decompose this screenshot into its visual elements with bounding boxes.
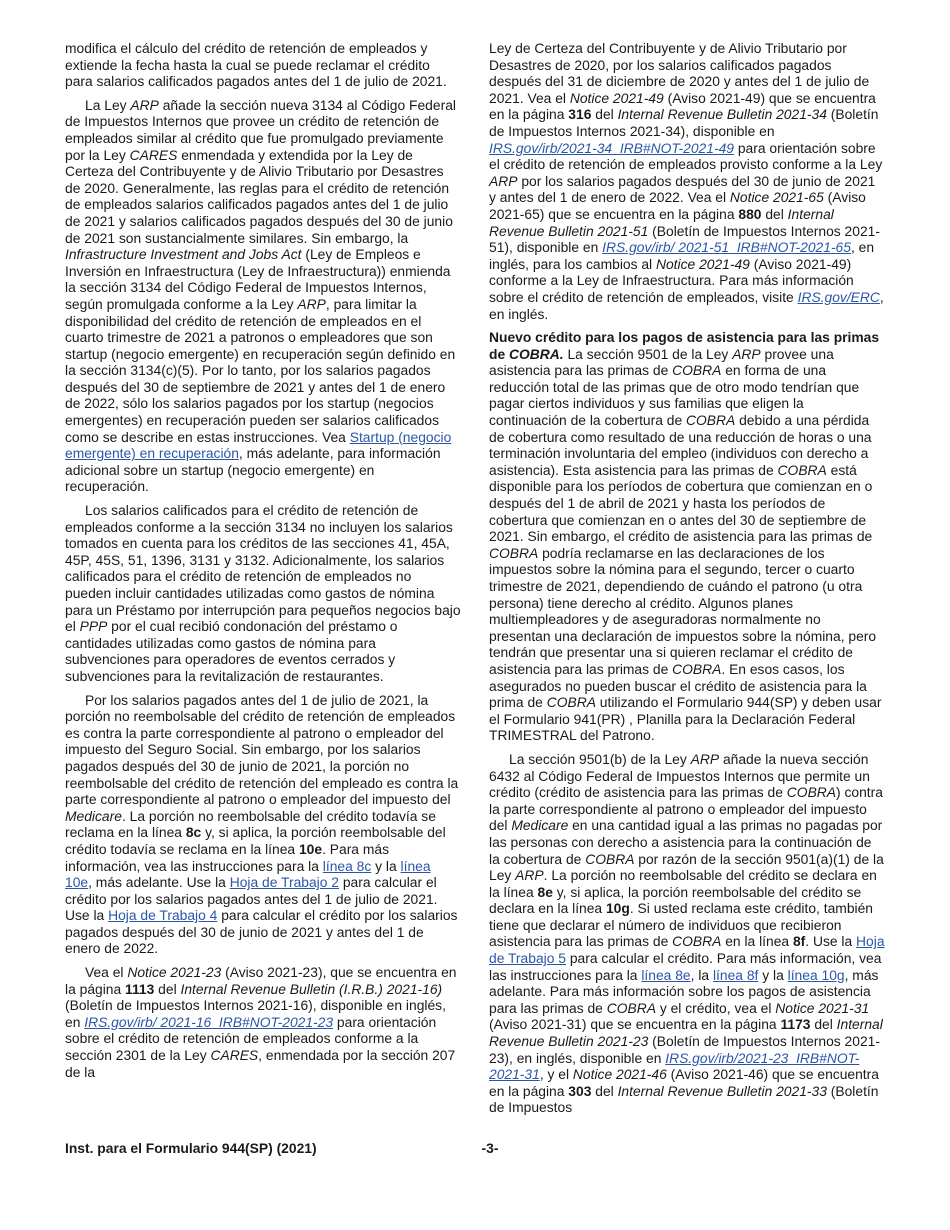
text-run: (Aviso 2021-23), que se encuentra en la página	[65, 964, 457, 997]
text-run: La Ley	[85, 96, 131, 113]
text-run: COBRA	[672, 362, 722, 379]
text-run: , más adelante. Para más información sobre los pagos de asistencia para las primas de	[489, 966, 879, 1016]
text-run: COBRA	[489, 544, 539, 561]
cross-reference-link[interactable]: IRS.gov/irb/2021-34_IRB#NOT-2021-49	[489, 139, 734, 156]
text-run: del	[591, 106, 618, 123]
text-run: CARES	[129, 146, 178, 163]
text-run: 10g	[605, 900, 630, 917]
text-run: . La porción no reembolsable del crédito todavía se reclama en la línea	[65, 807, 436, 841]
text-run: 1113	[125, 980, 155, 997]
text-run: añade la sección nueva 3134 al Código Federal de Impuestos Internos que provee un crédito de retención de empleados similar al crédito que fue promulgado previamente por la Ley	[65, 96, 456, 163]
text-run: COBRA	[672, 660, 722, 677]
text-run: 316	[568, 106, 592, 123]
text-run: en la línea	[721, 933, 793, 950]
left-column	[65, 40, 461, 1087]
text-run: ARP	[489, 172, 518, 189]
cross-reference-link[interactable]: línea 10e	[65, 857, 431, 891]
cross-reference-link[interactable]: línea 10g	[787, 966, 845, 983]
text-run: 8f	[792, 933, 806, 950]
text-run: (Boletín de Impuestos Internos 2021-23), en inglés, disponible en	[489, 1033, 880, 1066]
right-column	[489, 40, 885, 1123]
text-run: podría reclamarse en las declaraciones de los impuestos sobre la nómina para el segundo, tercer o cuarto trimestre de 2021, dependiendo de cuándo el patrono (u otra persona) tiene derecho al crédito. Algunos planes multiempleadores y de aseguradoras normalmente no presentan una declaración de impuestos sobre la nómina, pero tendrán que presentar una si quieren reclamar el crédito de asistencia para las primas de	[489, 544, 877, 677]
footer-title: Inst. para el Formulario 944(SP) (2021)	[65, 1140, 317, 1156]
text-run: COBRA	[786, 784, 837, 801]
cross-reference-link[interactable]: IRS.gov/irb/ 2021-16_IRB#NOT-2021-23	[84, 1013, 334, 1030]
text-run: en forma de una reducción total de las primas que de otro modo tendrían que pagar ciertos individuos y sus familias que eligen la continuación de la cobertura de	[489, 362, 860, 429]
text-run: Medicare	[65, 807, 122, 824]
text-run: Los salarios calificados para el crédito de retención de empleados conforme a la sección 3134 no incluyen los salarios tomados en cuenta para los créditos de las secciones 41, 45A, 45P, 45S, 51, 1396, 3131 y 3132. Adicionalmente, los salarios calificados para el crédito de retención de empleados no pueden incluir cantidades utilizadas como gastos de nómina para un Préstamo por interrupción para pequeños negocios bajo el	[65, 502, 461, 635]
text-run: . Para más información, vea las instrucciones para la	[65, 840, 389, 874]
text-run: Vea el	[85, 964, 128, 981]
paragraph	[489, 751, 885, 1116]
text-run: COBRA	[686, 412, 736, 429]
text-run: por razón de la sección 9501(a)(1) de la Ley	[489, 850, 884, 884]
text-run: , más adelante. Use la	[88, 874, 230, 891]
text-run: . Si usted reclama este crédito, también tiene que declarar el número de individuos que recibieron asistencia para las primas de	[489, 900, 873, 950]
cross-reference-link[interactable]: IRS.gov/irb/2021-23_IRB#NOT-2021-31	[489, 1049, 860, 1083]
text-run: (Aviso 2021-46) que se encuentra en la página	[489, 1066, 879, 1099]
text-run: . En esos casos, los asegurados no pueden buscar el crédito de asistencia para la prima de	[489, 660, 867, 711]
text-run: del	[154, 980, 181, 997]
text-run: del	[591, 1082, 618, 1099]
text-run: (Boletín de Impuestos Internos 2021-34), disponible en	[489, 106, 879, 139]
text-run: ARP	[297, 295, 326, 312]
text-run: y, si aplica, la porción reembolsable del crédito todavía se reclama en la línea	[65, 824, 446, 857]
cross-reference-link[interactable]: Hoja de Trabajo 2	[229, 874, 339, 891]
cross-reference-link[interactable]: IRS.gov/irb/ 2021-51_IRB#NOT-2021-65	[602, 239, 851, 256]
text-run: Notice 2021-49	[569, 89, 664, 106]
paragraph	[65, 97, 461, 495]
text-run: Internal Revenue Bulletin 2021-51	[489, 205, 834, 239]
text-run: modifica el cálculo del crédito de retención de empleados y extiende la fecha hasta la cual se puede reclamar el crédito para salarios calificados pagados antes del 1 de julio de 2021.	[65, 40, 447, 90]
text-run: COBRA.	[509, 345, 564, 362]
text-run: ARP	[690, 750, 720, 767]
text-run: y, si aplica, la porción reembolsable del crédito se declara en la línea	[489, 883, 862, 917]
text-run: 303	[568, 1082, 592, 1099]
text-run: PPP	[79, 618, 108, 635]
text-run: para calcular el crédito. Para más información, vea las instrucciones para la	[489, 950, 882, 983]
text-run: Internal Revenue Bulletin 2021-33	[617, 1082, 827, 1099]
text-run: y la	[371, 857, 401, 874]
paragraph	[65, 502, 461, 685]
text-run: (Aviso 2021-49) conforme a la Ley de Infraestructura. Para más información sobre el crédito de retención de empleados, visite	[489, 255, 854, 305]
cross-reference-link[interactable]: Startup (negocio emergente) en recuperación	[65, 428, 452, 462]
text-run: y la	[758, 966, 788, 983]
text-run: del	[761, 205, 788, 222]
text-run: , más adelante, para información adicional sobre un startup (negocio emergente) en recuperación.	[65, 445, 441, 495]
text-run: La sección 9501(b) de la Ley	[509, 750, 691, 767]
text-run: provee una asistencia para las primas de	[489, 345, 834, 379]
text-run: . La porción no reembolsable del crédito se declara en la línea	[489, 867, 877, 900]
text-run: Notice 2021-31	[775, 999, 870, 1016]
text-run: 8e	[537, 883, 553, 900]
paragraph	[65, 40, 461, 90]
text-run: (Boletín de Impuestos	[489, 1082, 879, 1116]
page-number: -3-	[481, 1140, 499, 1156]
cross-reference-link[interactable]: Hoja de Trabajo 5	[489, 933, 885, 967]
text-run: Por los salarios pagados antes del 1 de julio de 2021, la porción no reembolsable del crédito de retención de empleados es contra la parte correspondiente al patrono o empleador del impuesto del Seguro Social. Sin embargo, por los salarios pagados después del 30 de junio de 2021, la porción no reembolsable del crédito de retención del empleado es contra la parte correspondiente al patrono o empleador del impuesto del	[65, 691, 459, 808]
text-run: Notice 2021-23	[127, 964, 222, 981]
text-run: Internal Revenue Bulletin (I.R.B.) 2021-16)	[180, 980, 443, 997]
text-run: ) contra la parte correspondiente al patrono o empleador del impuesto del	[489, 784, 883, 834]
text-run: Internal Revenue Bulletin 2021-23	[489, 1016, 883, 1050]
paragraph	[489, 40, 885, 322]
cross-reference-link[interactable]: línea 8e	[641, 966, 691, 983]
text-run: CARES	[210, 1047, 259, 1064]
paragraph	[65, 692, 461, 958]
text-run: 8c	[185, 824, 202, 841]
text-run: para orientación sobre el crédito de retención de empleados conforme a la sección 2301 de la Ley	[65, 1013, 437, 1064]
text-run: Notice 2021-46	[572, 1066, 667, 1083]
paragraph	[489, 329, 885, 744]
text-run: para calcular el crédito por los salarios pagados después del 30 de junio de 2021 y antes del 1 de enero de 2022.	[65, 907, 458, 957]
text-run: ARP	[732, 345, 761, 362]
text-run: (Aviso 2021-49) que se encuentra en la página	[489, 89, 876, 123]
text-run: . Use la	[805, 933, 857, 950]
text-run: utilizando el Formulario 944(SP) y deben usar el Formulario 941(PR) , Planilla para la Declaración Federal TRIMESTRAL del Patrono.	[489, 694, 882, 744]
text-run: debido a una pérdida de cobertura como resultado de una reducción de horas o una terminación involuntaria del empleo (individuos con derecho a asistencia). Esta asistencia para las primas de	[489, 412, 872, 478]
text-run: ARP	[515, 867, 544, 884]
text-run: COBRA	[585, 850, 635, 867]
text-run: COBRA	[672, 933, 722, 950]
text-run: ARP	[130, 96, 159, 113]
text-run: para calcular el crédito por los salarios pagados antes del 1 de julio de 2021. Use la	[65, 874, 438, 924]
text-run: (Aviso 2021-65) que se encuentra en la página	[489, 189, 866, 222]
text-run: Nuevo crédito para los pagos de asistencia para las primas de	[489, 329, 880, 362]
text-run: COBRA	[777, 461, 827, 478]
text-run: del	[810, 1016, 837, 1033]
paragraph	[65, 964, 461, 1080]
text-run: Internal Revenue Bulletin 2021-34	[617, 106, 827, 123]
text-run: enmendada y extendida por la Ley de Certeza del Contribuyente y de Alivio Tributario por Desastres de 2020. Generalmente, las reglas para el crédito de retención de empleados salarios calificados pagados antes del 1 de julio de 2021 y salarios calificados pagados después del 30 de junio de 2021 son sustancialmente similares. Sin embargo, la	[65, 146, 453, 246]
text-run: (Boletín de Impuestos Internos 2021-16), disponible en inglés, en	[65, 997, 446, 1030]
text-run: La sección 9501 de la Ley	[563, 345, 733, 362]
text-run: por el cual recibió condonación del préstamo o cantidades utilizadas como gastos de nómina para subvenciones para operadores de eventos cerrados y subvenciones para la revitalización de restaurantes.	[65, 618, 398, 684]
text-run: (Boletín de Impuestos Internos 2021-51), disponible en	[489, 222, 880, 256]
text-run: , en inglés, para los cambios al	[489, 239, 875, 272]
text-run: Medicare	[511, 817, 569, 834]
text-run: , enmendada por la sección 207 de la	[65, 1047, 456, 1080]
text-run: Infrastructure Investment and Jobs Act	[65, 246, 302, 263]
text-run: 1173	[780, 1016, 811, 1033]
text-run: Notice 2021-65	[729, 189, 824, 206]
text-run: , para limitar la disponibilidad del crédito de retención de empleados en el cuarto trimestre de 2021 a patronos o empleadores que son startup (negocio emergente) en recuperación según definido en la sección 3134(c)(5). Por lo tanto, por los salarios pagados después del 30 de septiembre de 2021 y antes del 1 de enero de 2022, sólo los salarios pagados por los startup (negocios emergentes) en recuperación pueden ser salarios calificados como se describe en estas instrucciones. Vea	[65, 295, 456, 445]
text-run: en una cantidad igual a las primas no pagadas por las personas con derecho a asistencia para la continuación de la cobertura de	[489, 817, 883, 867]
text-run: Ley de Certeza del Contribuyente y de Alivio Tributario por Desastres de 2020, por los salarios calificados pagados después del 31 de diciembre de 2020 y antes del 1 de julio de 2021. Vea el	[489, 40, 870, 106]
text-run: y el crédito, vea el	[655, 999, 776, 1016]
text-run: está disponible para los períodos de cobertura que comienzan en o después del 1 de abril de 2021 y hasta los períodos de cobertura que comienzan en o antes del 30 de septiembre de 2021. Sin embargo, el crédito de asistencia para las primas de	[489, 461, 873, 545]
text-run: por los salarios pagados después del 30 de junio de 2021 y antes del 1 de enero de 2022. Vea el	[489, 172, 876, 206]
text-run: , en inglés.	[489, 288, 884, 322]
text-run: , y el	[539, 1066, 573, 1083]
cross-reference-link[interactable]: IRS.gov/ERC	[797, 288, 880, 305]
cross-reference-link[interactable]: Hoja de Trabajo 4	[108, 907, 218, 924]
text-run: 880	[738, 205, 762, 222]
text-run: para orientación sobre el crédito de retención de empleados provisto conforme a la Ley	[489, 139, 883, 173]
text-run: (Ley de Empleos e Inversión en Infraestructura (Ley de Infraestructura)) enmienda la sección 3134 del Código Federal de Impuestos Internos, según promulgada conforme a la Ley	[65, 246, 451, 312]
text-run: añade la nueva sección 6432 al Código Federal de Impuestos Internos que permite un crédito (crédito de asistencia para las primas de	[489, 750, 870, 801]
text-run: , la	[690, 966, 713, 983]
text-run: COBRA	[546, 694, 596, 711]
text-run: COBRA	[606, 999, 656, 1016]
cross-reference-link[interactable]: línea 8c	[322, 857, 372, 874]
text-run: Notice 2021-49	[655, 255, 750, 272]
text-run: 10e	[298, 840, 323, 857]
cross-reference-link[interactable]: línea 8f	[712, 966, 759, 983]
text-run: (Aviso 2021-31) que se encuentra en la página	[489, 1016, 781, 1033]
